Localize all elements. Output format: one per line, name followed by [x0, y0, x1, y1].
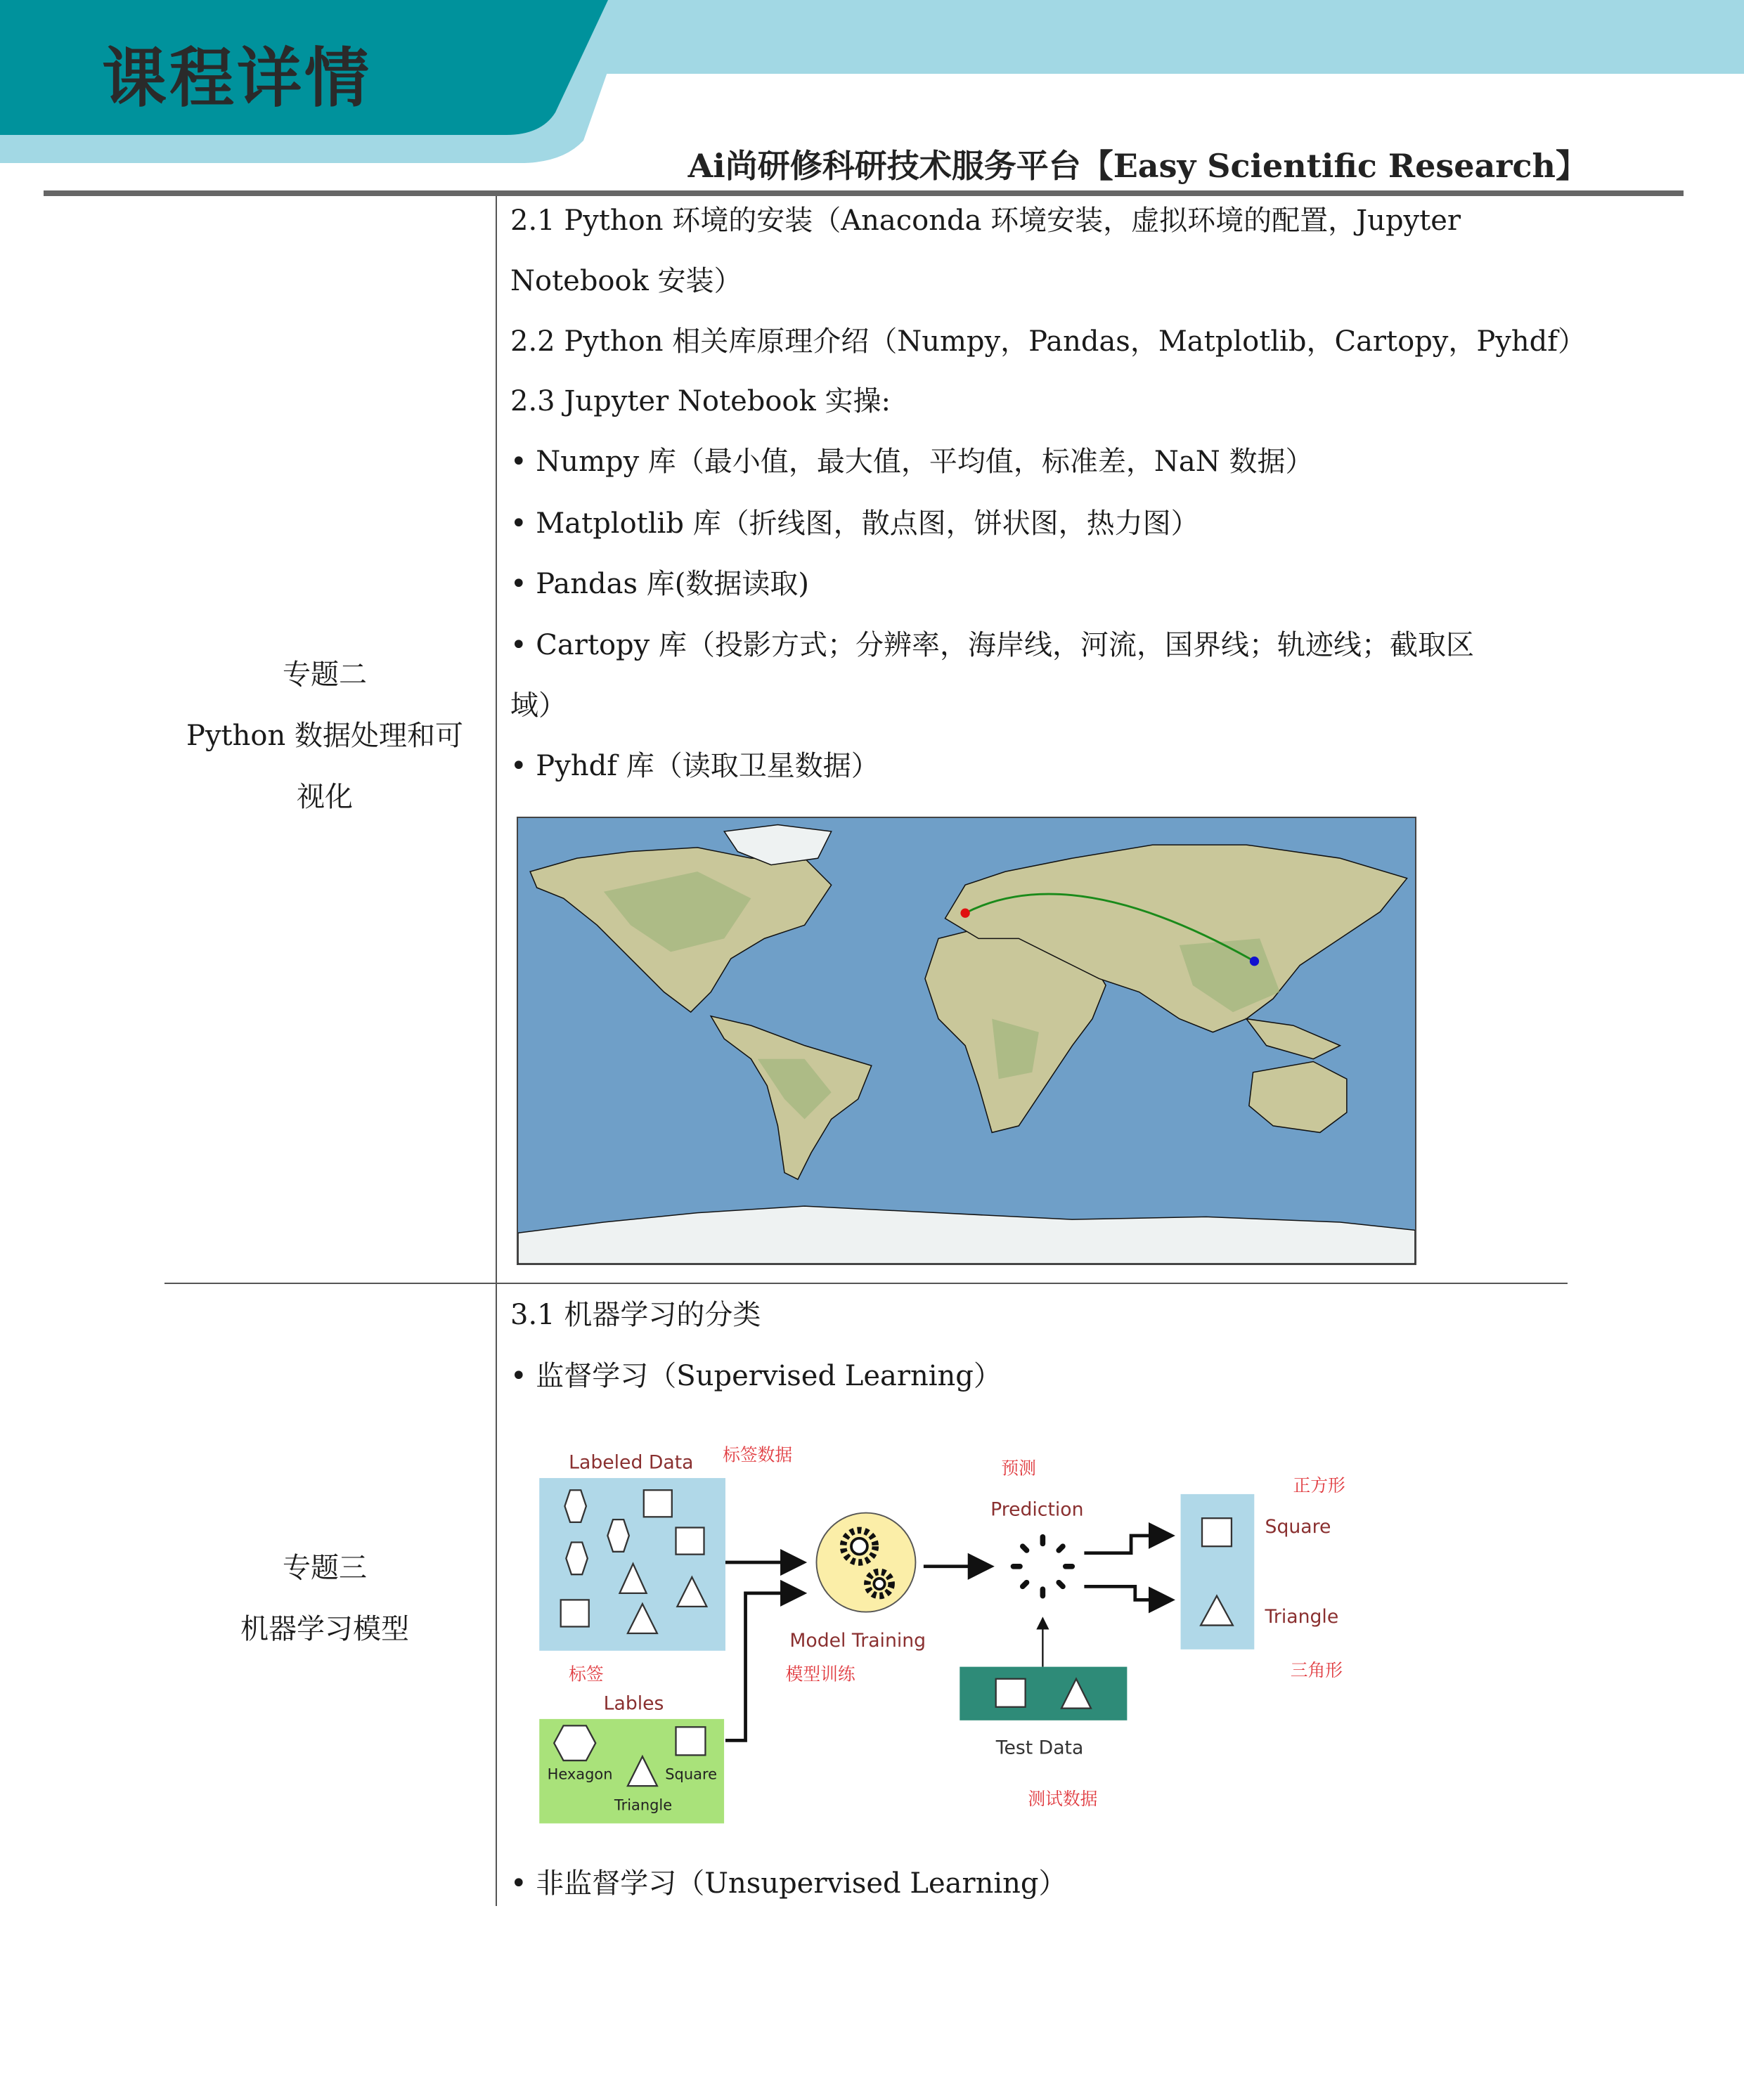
bullet-pandas: • Pandas 库(数据读取) [510, 568, 809, 600]
item-2-1-cont: Notebook 安装） [510, 265, 742, 297]
item-2-3: 2.3 Jupyter Notebook 实操: [510, 385, 891, 417]
supervised-learning-diagram [529, 1432, 1399, 1834]
output-square-cn: 正方形 [1293, 1475, 1345, 1496]
prediction-label: Prediction [990, 1498, 1084, 1521]
square-label: Square [665, 1765, 717, 1783]
bullet-cartopy: • Cartopy 库（投影方式；分辨率，海岸线，河流，国界线；轨迹线；截取区 [510, 629, 1474, 661]
world-map-image [517, 817, 1416, 1265]
header-rule [44, 190, 1684, 196]
page-title: 课程详情 [102, 41, 373, 116]
item-2-1: 2.1 Python 环境的安装（Anaconda 环境安装，虚拟环境的配置，Jupyter [510, 205, 1461, 237]
labels-title: Lables [603, 1692, 664, 1715]
output-triangle-cn: 三角形 [1290, 1659, 1343, 1680]
bullet-cartopy-cont: 域） [510, 689, 567, 722]
item-2-2: 2.2 Python 相关库原理介绍（Numpy，Pandas，Matplotlib，Cartopy，Pyhdf） [510, 325, 1587, 358]
topic2-title: Python 数据处理和可 [186, 720, 463, 752]
bullet-numpy: • Numpy 库（最小值，最大值，平均值，标准差，NaN 数据） [510, 446, 1314, 478]
bullet-pyhdf: • Pyhdf 库（读取卫星数据） [510, 750, 879, 782]
platform-subtitle: Ai尚研修科研技术服务平台【Easy Scientific Research】 [687, 147, 1588, 185]
labeled-data-cn: 标签数据 [723, 1444, 793, 1465]
row-divider [164, 1283, 1568, 1284]
model-training-label: Model Training [789, 1630, 926, 1652]
labeled-data-title: Labeled Data [569, 1451, 694, 1474]
bullet-unsupervised: • 非监督学习（Unsupervised Learning） [510, 1867, 1067, 1900]
start-point [960, 909, 969, 918]
output-square-label: Square [1265, 1516, 1331, 1538]
topic2-label: 专题二 [283, 659, 367, 691]
output-triangle-label: Triangle [1265, 1605, 1339, 1628]
bullet-supervised: • 监督学习（Supervised Learning） [510, 1360, 1002, 1392]
bullet-matplotlib: • Matplotlib 库（折线图，散点图，饼状图，热力图） [510, 507, 1199, 540]
end-point [1250, 957, 1259, 966]
item-3-1: 3.1 机器学习的分类 [510, 1299, 761, 1331]
test-data-box [960, 1667, 1127, 1720]
column-divider [496, 196, 497, 1906]
prediction-cn: 预测 [1001, 1458, 1036, 1479]
topic2-title-cont: 视化 [297, 781, 353, 813]
test-data-label: Test Data [995, 1737, 1084, 1759]
prediction-spinner-icon [1013, 1537, 1072, 1596]
model-training-cn: 模型训练 [785, 1664, 855, 1685]
topic3-title: 机器学习模型 [240, 1613, 409, 1645]
model-training-circle [816, 1513, 915, 1612]
test-data-cn: 测试数据 [1028, 1788, 1098, 1809]
hexagon-label: Hexagon [547, 1765, 613, 1783]
triangle-label: Triangle [614, 1796, 673, 1814]
labels-cn: 标签 [569, 1664, 604, 1685]
topic3-label: 专题三 [283, 1552, 367, 1584]
